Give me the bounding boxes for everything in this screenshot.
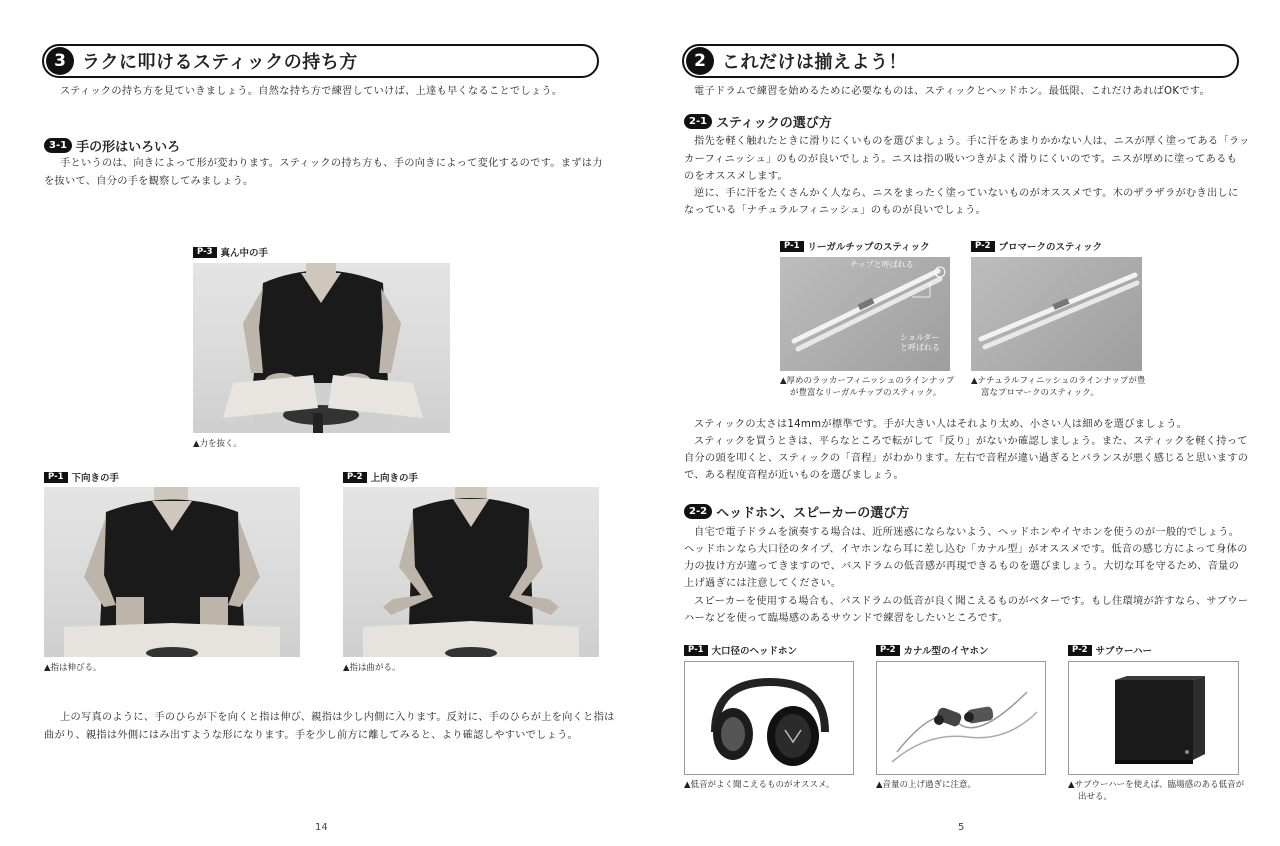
photo-label: プロマークのスティック: [998, 242, 1103, 253]
intro-text: スティックの持ち方を見ていきましょう。自然な持ち方で練習していけば、上達も早くなることでしょう。: [60, 86, 563, 97]
subsection-heading: [684, 112, 832, 131]
photo-earphones: [876, 661, 1046, 775]
subsection-number: 2-2: [684, 504, 712, 519]
person-photo-illustration: [193, 263, 450, 433]
photo-note: [780, 375, 954, 399]
photo-regal-tip-sticks: [780, 257, 950, 371]
page-number: 5: [958, 822, 965, 833]
sticks-illustration: [971, 257, 1142, 371]
intro-text: 電子ドラムで練習を始めるために必要なものは、スティックとヘッドホン。最低限、これだけあればOKです。: [694, 86, 1210, 97]
paragraph-line: のをオススメします。: [684, 171, 788, 182]
callout-shoulder-line2: と呼ばれる: [900, 343, 940, 352]
paragraph-line: なっている「ナチュラルフィニッシュ」のものが良いでしょう。: [684, 205, 987, 216]
photo-note-line1: ▲厚めのラッカーフィニッシュのラインナップ: [780, 376, 955, 386]
photo-caption: [684, 643, 797, 657]
subwoofer-icon: [1069, 662, 1239, 775]
sticks-illustration: [780, 257, 950, 371]
paragraph-line: 自分の頭を叩くと、スティックの「音程」がわかります。左右で音程が違い過ぎるとバランスが悪く感じると思いますの: [684, 453, 1249, 464]
earphones-icon: [877, 662, 1046, 775]
photo-note-line1: ▲サブウーハーを使えば、臨場感のある低音が: [1068, 780, 1245, 790]
paragraph-line: 上の写真のように、手のひらが下を向くと指は伸び、親指は少し内側に入ります。反対に、手のひらが上を向くと指は: [60, 712, 615, 723]
photo-tag: P-2: [1068, 645, 1092, 656]
paragraph-line: スティックを買うときは、平らなところで転がして「反り」がないか確認しましょう。また、スティックを軽く持って: [694, 436, 1248, 447]
photo-label: リーガルチップのスティック: [807, 242, 930, 253]
photo-tag: P-2: [343, 472, 367, 483]
photo-hands-up: [343, 487, 599, 657]
paragraph-line: 力の抜け方が違ってきますので、バスドラムの低音感が再現できるものを選びましょう。大切な耳を守るため、音量の: [684, 561, 1240, 572]
heading-title: ラクに叩けるスティックの持ち方: [82, 52, 358, 73]
photo-caption: [780, 239, 930, 253]
paragraph-line: スティックの太さは14mmが標準です。手が大きい人はそれより太め、小さい人は細めを選びましょう。: [694, 419, 1188, 430]
photo-note: [971, 375, 1145, 399]
photo-note: [1068, 779, 1244, 803]
photo-caption: [1068, 643, 1152, 657]
photo-caption: [971, 239, 1102, 253]
photo-center-hands: [193, 263, 450, 433]
photo-note-line2: が豊富なリーガルチップのスティック。: [790, 388, 942, 398]
photo-note: ▲力を抜く。: [193, 439, 242, 449]
paragraph-line: 手というのは、向きによって形が変わります。スティックの持ち方も、手の向きによって変化するのです。まずは力: [60, 158, 603, 169]
photo-hands-down: [44, 487, 300, 657]
paragraph-line: ヘッドホンなら大口径のタイプ、イヤホンなら耳に差し込む「カナル型」がオススメです。低音の感じ方によって身体の: [684, 544, 1248, 555]
photo-label: 上向きの手: [370, 473, 419, 484]
photo-note-line1: ▲ナチュラルフィニッシュのラインナップが豊: [971, 376, 1146, 386]
right-page: [640, 0, 1280, 846]
person-photo-illustration: [343, 487, 599, 657]
paragraph-line: 曲がり、親指は外側にはみ出すような形になります。手を少し前方に離してみると、より確認しやすいでしょう。: [44, 730, 579, 741]
photo-caption: [876, 643, 989, 657]
photo-label: 真ん中の手: [220, 248, 269, 259]
photo-note: ▲音量の上げ過ぎに注意。: [876, 780, 977, 790]
paragraph-line: スピーカーを使用する場合も、バスドラムの低音が良く聞こえるものがベターです。もし住環境が許すなら、サブウー: [694, 596, 1249, 607]
photo-label: サブウーハー: [1095, 646, 1153, 657]
heading-number: 2: [686, 47, 714, 75]
subsection-title: 手の形はいろいろ: [76, 140, 181, 155]
photo-tag: P-1: [684, 645, 708, 656]
subsection-title: スティックの選び方: [716, 116, 832, 131]
photo-promark-sticks: [971, 257, 1142, 371]
subsection-heading: [684, 502, 909, 521]
person-photo-illustration: [44, 487, 300, 657]
heading-title: これだけは揃えよう！: [722, 52, 907, 73]
photo-note: ▲低音がよく聞こえるものがオススメ。: [684, 780, 835, 790]
paragraph-line: 指先を軽く触れたときに滑りにくいものを選びましょう。手に汗をあまりかかない人は、ニスが厚く塗ってある「ラッ: [694, 136, 1250, 147]
subsection-heading: [44, 136, 180, 155]
section-heading: [42, 44, 599, 78]
photo-note: ▲指は伸びる。: [44, 663, 102, 673]
paragraph-line: で、ある程度音程が近いものを選びましょう。: [684, 470, 905, 481]
photo-tag: P-3: [193, 247, 217, 258]
headphones-icon: [685, 662, 854, 775]
photo-subwoofer: [1068, 661, 1239, 775]
photo-tag: P-2: [971, 241, 995, 252]
heading-number: 3: [46, 47, 74, 75]
subsection-number: 2-1: [684, 114, 712, 129]
photo-label: 下向きの手: [71, 473, 120, 484]
paragraph-line: 上げ過ぎには注意してください。: [684, 578, 842, 589]
photo-caption: [44, 470, 119, 484]
photo-caption: [343, 470, 418, 484]
paragraph-line: ハーなどを使って臨場感のあるサウンドで練習をしたいところです。: [684, 613, 1009, 624]
photo-note-line2: 出せる。: [1078, 792, 1113, 802]
photo-headphones: [684, 661, 854, 775]
photo-label: カナル型のイヤホン: [903, 646, 989, 657]
photo-label: 大口径のヘッドホン: [711, 646, 798, 657]
photo-note-line2: 富なプロマークのスティック。: [981, 388, 1099, 398]
paragraph-line: カーフィニッシュ」のものが良いでしょう。ニスは指の吸いつきがよく滑りにくいのです。ニスが厚めに塗ってあるも: [684, 154, 1238, 165]
callout-shoulder-line1: ショルダー: [900, 333, 940, 342]
section-heading: [682, 44, 1239, 78]
page-number: 14: [315, 822, 328, 833]
paragraph-line: 自宅で電子ドラムを演奏する場合は、近所迷惑にならないよう、ヘッドホンやイヤホンを使うのが一般的でしょう。: [694, 527, 1240, 538]
photo-tag: P-2: [876, 645, 900, 656]
paragraph-line: 逆に、手に汗をたくさんかく人なら、ニスをまったく塗っていないものがオススメです。木のザラザラがむき出しに: [694, 188, 1239, 199]
photo-tag: P-1: [780, 241, 804, 252]
photo-caption: [193, 245, 268, 259]
photo-note: ▲指は曲がる。: [343, 663, 401, 673]
subsection-title: ヘッドホン、スピーカーの選び方: [716, 506, 910, 521]
photo-tag: P-1: [44, 472, 68, 483]
paragraph-line: を抜いて、自分の手を観察してみましょう。: [44, 176, 254, 187]
subsection-number: 3-1: [44, 138, 72, 153]
callout-shoulder: [900, 333, 940, 353]
callout-tip: チップと呼ばれる: [850, 260, 914, 269]
